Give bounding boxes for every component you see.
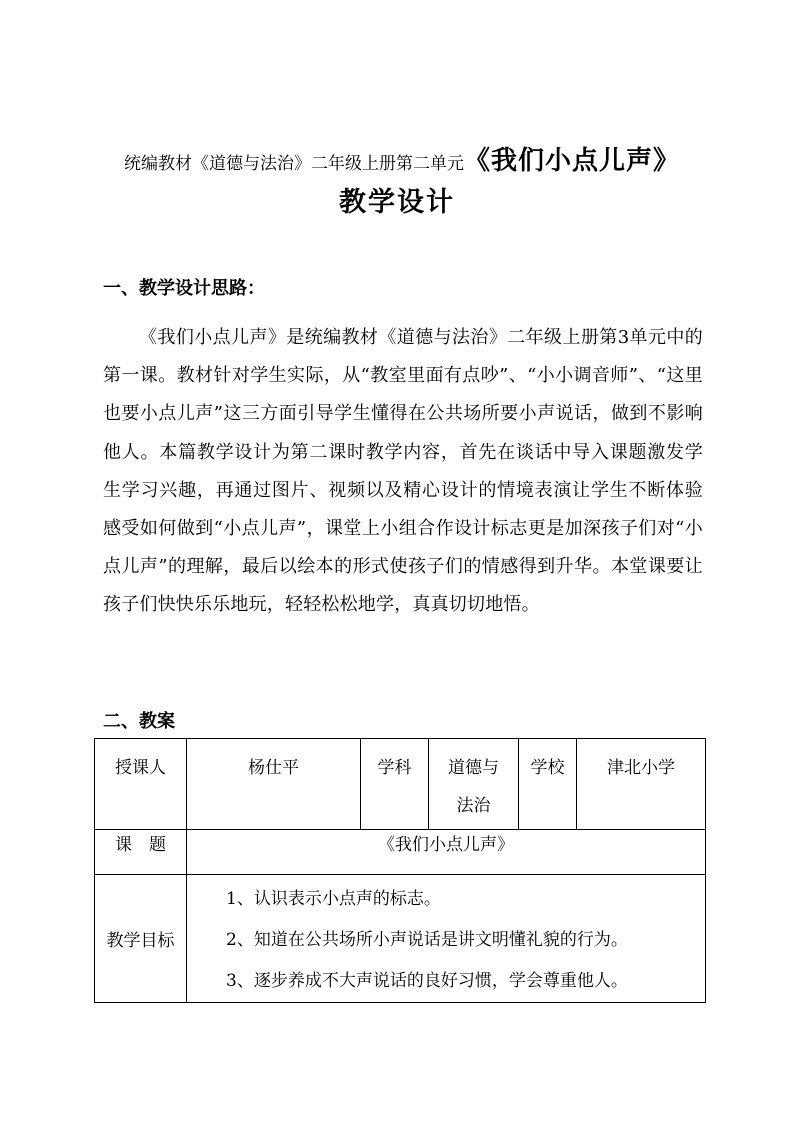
topic-label-cell: 课 题 — [95, 830, 187, 875]
school-label-cell: 学校 — [519, 739, 577, 830]
table-row — [95, 875, 706, 1003]
goal-item: 3、逐步养成不大声说话的良好习惯，学会尊重他人。 — [226, 971, 628, 991]
goals-label-cell: 教学目标 — [95, 875, 187, 1003]
document-subtitle: 教学设计 — [339, 187, 455, 218]
table-row — [95, 739, 706, 830]
topic-value-cell: 《我们小点儿声》 — [187, 830, 706, 875]
goal-item: 2、知道在公共场所小声说话是讲文明懂礼貌的行为。 — [226, 930, 628, 950]
design-idea-paragraph: 《我们小点儿声》是统编教材《道德与法治》二年级上册第3单元中的第一课。教材针对学生实际，从“教室里面有点吵”、“小小调音师”、“这里也要小点儿声”这三方面引导学生懂得在公共场所要小声说话，做到不影响他人。本篇教学设计为第二课时教学内容，首先在谈话中导入课题激发学生学习兴趣，再通过图片、视频以及精心设计的情境表演让学生不断体验感受如何做到“小点儿声”，课堂上小组合作设计标志更是加深孩子们对“小点儿声”的理解，最后以绘本的形式使孩子们的情感得到升华。本堂课要让孩子们快快乐乐地玩，轻轻松松地学，真真切切地悟。 — [103, 327, 703, 616]
title-prefix: 统编教材《道德与法治》二年级上册第二单元 — [123, 154, 464, 174]
subject-label-cell: 学科 — [361, 739, 429, 830]
subject-value-line1: 道德与 — [448, 758, 499, 778]
goals-list — [187, 875, 705, 1002]
table-row — [95, 830, 706, 875]
subject-value-cell — [429, 739, 519, 830]
title-book-name: 《我们小点儿声》 — [463, 146, 680, 176]
teacher-value-cell: 杨仕平 — [187, 739, 361, 830]
goals-cell — [187, 875, 706, 1003]
lesson-plan-table — [94, 738, 706, 1003]
teacher-label-cell: 授课人 — [95, 739, 187, 830]
subject-value-line2: 法治 — [456, 796, 491, 816]
section-heading-design-idea: 一、教学设计思路： — [103, 278, 265, 299]
document-title — [92, 140, 712, 177]
goal-item: 1、认识表示小点声的标志。 — [226, 889, 441, 909]
section-heading-lesson-plan: 二、教案 — [103, 711, 175, 732]
school-value-cell: 津北小学 — [577, 739, 706, 830]
